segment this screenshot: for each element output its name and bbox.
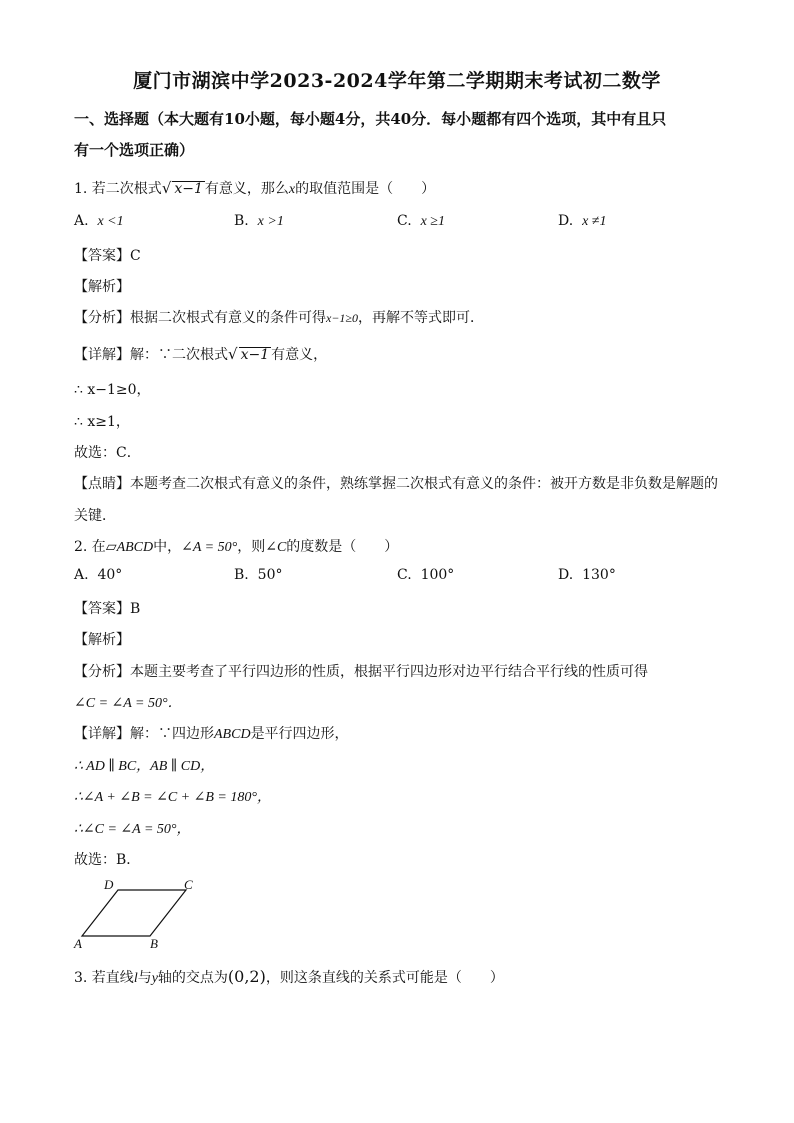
q1-detail: 【详解】解：∵二次根式√ x−1 有意义， bbox=[74, 345, 328, 363]
radical-sign: √ bbox=[228, 345, 238, 363]
q2-choice-c: C. 100° bbox=[397, 567, 455, 583]
q1-choice-b: B. x >1 bbox=[234, 213, 284, 229]
label-d: D bbox=[104, 877, 114, 892]
q1-analysis: 【分析】根据二次根式有意义的条件可得x−1≥0，再解不等式即可． bbox=[74, 310, 485, 326]
q2-step3: ∴∠C = ∠A = 50°， bbox=[74, 822, 191, 837]
q1-stem-end: 的取值范围是（ ） bbox=[295, 181, 436, 197]
section-heading-line1: 一、选择题（本大题有10小题，每小题4分，共40分．每小题都有四个选项，其中有且只 bbox=[74, 110, 667, 128]
q3-stem: 3. 若直线l与y轴的交点为(0,2)，则这条直线的关系式可能是（ ） bbox=[74, 967, 504, 986]
q2-detail: 【详解】解：∵四边形ABCD是平行四边形， bbox=[74, 726, 349, 742]
radical-sign: √ bbox=[161, 179, 172, 197]
q1-step2: ∴ x≥1， bbox=[74, 414, 130, 430]
q2-step1: ∴ AD ∥ BC，AB ∥ CD， bbox=[74, 759, 215, 774]
q2-stem: 2. 在▱ABCD中，∠A = 50°，则∠C的度数是（ ） bbox=[74, 539, 399, 555]
q2-analysis-line2: ∠C = ∠A = 50°． bbox=[74, 696, 182, 711]
q1-choice-d: D. x ≠1 bbox=[558, 213, 607, 229]
q1-jiexi: 【解析】 bbox=[74, 279, 130, 295]
label-b: B bbox=[150, 936, 158, 951]
label-a: A bbox=[74, 936, 82, 951]
q2-answer: 【答案】B bbox=[74, 601, 141, 617]
q2-choose: 故选：B． bbox=[74, 852, 141, 868]
label-c: C bbox=[184, 877, 193, 892]
section-heading-line2: 有一个选项正确） bbox=[74, 141, 195, 159]
q1-choice-c: C. x ≥1 bbox=[397, 213, 445, 229]
q2-shape: ▱ABCD bbox=[105, 540, 154, 555]
q2-jiexi: 【解析】 bbox=[74, 632, 130, 648]
q1-stem-pre: 1. 若二次根式 bbox=[74, 181, 162, 197]
q1-var: x bbox=[288, 182, 296, 197]
page-title: 厦门市湖滨中学2023-2024学年第二学期期末考试初二数学 bbox=[133, 70, 661, 92]
q1-answer: 【答案】C bbox=[74, 248, 141, 264]
q1-stem bbox=[74, 178, 435, 198]
q1-choose: 故选：C． bbox=[74, 445, 141, 461]
parallelogram-shape bbox=[82, 890, 186, 936]
q1-radicand: x−1 bbox=[174, 181, 203, 197]
q2-choice-a: A. 40° bbox=[74, 567, 123, 583]
q1-choice-a: A. x <1 bbox=[74, 213, 124, 229]
q1-step1: ∴ x−1≥0， bbox=[74, 382, 151, 398]
q2-step2: ∴∠A + ∠B = ∠C + ∠B = 180°， bbox=[74, 790, 271, 805]
q1-comment-line2: 关键． bbox=[74, 508, 116, 524]
q2-choice-b: B. 50° bbox=[234, 567, 283, 583]
q2-choice-d: D. 130° bbox=[558, 567, 616, 583]
q1-stem-post: 有意义，那么 bbox=[204, 181, 289, 197]
parallelogram-figure bbox=[70, 874, 210, 954]
q2-analysis: 【分析】本题主要考查了平行四边形的性质，根据平行四边形对边平行结合平行线的性质可得 bbox=[74, 664, 648, 680]
q1-comment: 【点睛】本题考查二次根式有意义的条件，熟练掌握二次根式有意义的条件：被开方数是非负数是解题的 bbox=[74, 476, 718, 492]
